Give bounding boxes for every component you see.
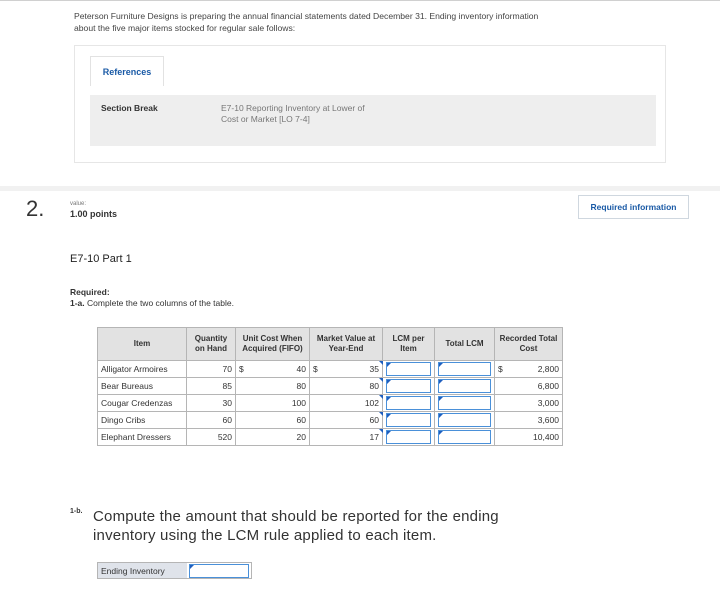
total-lcm-input[interactable] (438, 413, 491, 427)
lcm-per-item-cell (383, 429, 435, 446)
total-lcm-input[interactable] (438, 396, 491, 410)
lcm-per-item-input[interactable] (386, 362, 431, 376)
required-label: Required: (70, 287, 110, 297)
lcm-per-item-cell (383, 361, 435, 378)
lcm-per-item-cell (383, 395, 435, 412)
unit-cost: 60 (236, 412, 310, 429)
item-name: Cougar Credenzas (98, 395, 187, 412)
lcm-per-item-cell (383, 378, 435, 395)
total-lcm-cell (435, 378, 495, 395)
quantity-on-hand: 85 (187, 378, 236, 395)
required-information-button[interactable]: Required information (578, 195, 689, 219)
recorded-total-cost: 3,000 (495, 395, 563, 412)
lcm-per-item-input[interactable] (386, 430, 431, 444)
table-row (98, 378, 563, 395)
table-row (98, 361, 563, 378)
market-value: 102 (310, 395, 383, 412)
references-body (90, 95, 656, 146)
question-points: 1.00 points (70, 209, 118, 219)
recorded-total-cost-value: 2,800 (537, 364, 559, 374)
top-divider (0, 0, 720, 1)
total-lcm-cell (435, 429, 495, 446)
currency-symbol: $ (313, 364, 318, 374)
header-unit-cost: Unit Cost When Acquired (FIFO) (236, 328, 310, 361)
market-value: 17 (310, 429, 383, 446)
market-value-value: 35 (369, 364, 379, 374)
problem-intro-text: Peterson Furniture Designs is preparing the annual financial statements dated December 31. Ending inventory information about the five major items stocked for regular sale follows: (74, 11, 539, 33)
total-lcm-input[interactable] (438, 379, 491, 393)
header-total-lcm: Total LCM (435, 328, 495, 361)
recorded-total-cost: 3,600 (495, 412, 563, 429)
item-name: Bear Bureaus (98, 378, 187, 395)
header-quantity: Quantity on Hand (187, 328, 236, 361)
total-lcm-input[interactable] (438, 362, 491, 376)
lcm-table (97, 327, 563, 446)
lcm-per-item-input[interactable] (386, 396, 431, 410)
recorded-total-cost (495, 361, 563, 378)
total-lcm-cell (435, 361, 495, 378)
total-lcm-input[interactable] (438, 430, 491, 444)
header-recorded-total-cost: Recorded Total Cost (495, 328, 563, 361)
reference-title: E7-10 Reporting Inventory at Lower of Cost or Market [LO 7-4] (221, 103, 365, 124)
table-row (98, 395, 563, 412)
requirement-1a-text: Complete the two columns of the table. (87, 298, 234, 308)
unit-cost-value: 40 (296, 364, 306, 374)
item-name: Alligator Armoires (98, 361, 187, 378)
references-panel (74, 45, 666, 163)
lcm-per-item-input[interactable] (386, 413, 431, 427)
ending-inventory-input[interactable] (189, 564, 249, 578)
unit-cost: 100 (236, 395, 310, 412)
ending-inventory-cell (187, 563, 251, 578)
header-item: Item (98, 328, 187, 361)
table-row (98, 429, 563, 446)
section-break-label: Section Break (101, 103, 158, 113)
requirement-1b-text: Compute the amount that should be reported for the ending inventory using the LCM rule applied to each item. (93, 508, 499, 544)
item-name: Dingo Cribs (98, 412, 187, 429)
requirement-1a (70, 298, 234, 308)
market-value: 80 (310, 378, 383, 395)
recorded-total-cost: 10,400 (495, 429, 563, 446)
currency-symbol: $ (239, 364, 244, 374)
header-lcm-per-item: LCM per Item (383, 328, 435, 361)
lcm-per-item-cell (383, 412, 435, 429)
unit-cost (236, 361, 310, 378)
question-separator (0, 186, 720, 191)
total-lcm-cell (435, 395, 495, 412)
value-label: value: (70, 201, 87, 207)
question-number: 2. (26, 196, 45, 221)
part-title: E7-10 Part 1 (70, 253, 132, 265)
currency-symbol: $ (498, 364, 503, 374)
ending-inventory-row (97, 562, 252, 579)
requirement-1a-prefix: 1-a. (70, 298, 85, 308)
quantity-on-hand: 70 (187, 361, 236, 378)
quantity-on-hand: 30 (187, 395, 236, 412)
item-name: Elephant Dressers (98, 429, 187, 446)
quantity-on-hand: 60 (187, 412, 236, 429)
unit-cost: 80 (236, 378, 310, 395)
market-value: 60 (310, 412, 383, 429)
requirement-1b-prefix: 1-b. (70, 508, 83, 515)
lcm-per-item-input[interactable] (386, 379, 431, 393)
market-value (310, 361, 383, 378)
references-tab[interactable]: References (90, 56, 164, 86)
header-market-value: Market Value at Year-End (310, 328, 383, 361)
recorded-total-cost: 6,800 (495, 378, 563, 395)
quantity-on-hand: 520 (187, 429, 236, 446)
ending-inventory-label: Ending Inventory (98, 563, 187, 578)
table-header-row (98, 328, 563, 361)
table-row (98, 412, 563, 429)
total-lcm-cell (435, 412, 495, 429)
unit-cost: 20 (236, 429, 310, 446)
